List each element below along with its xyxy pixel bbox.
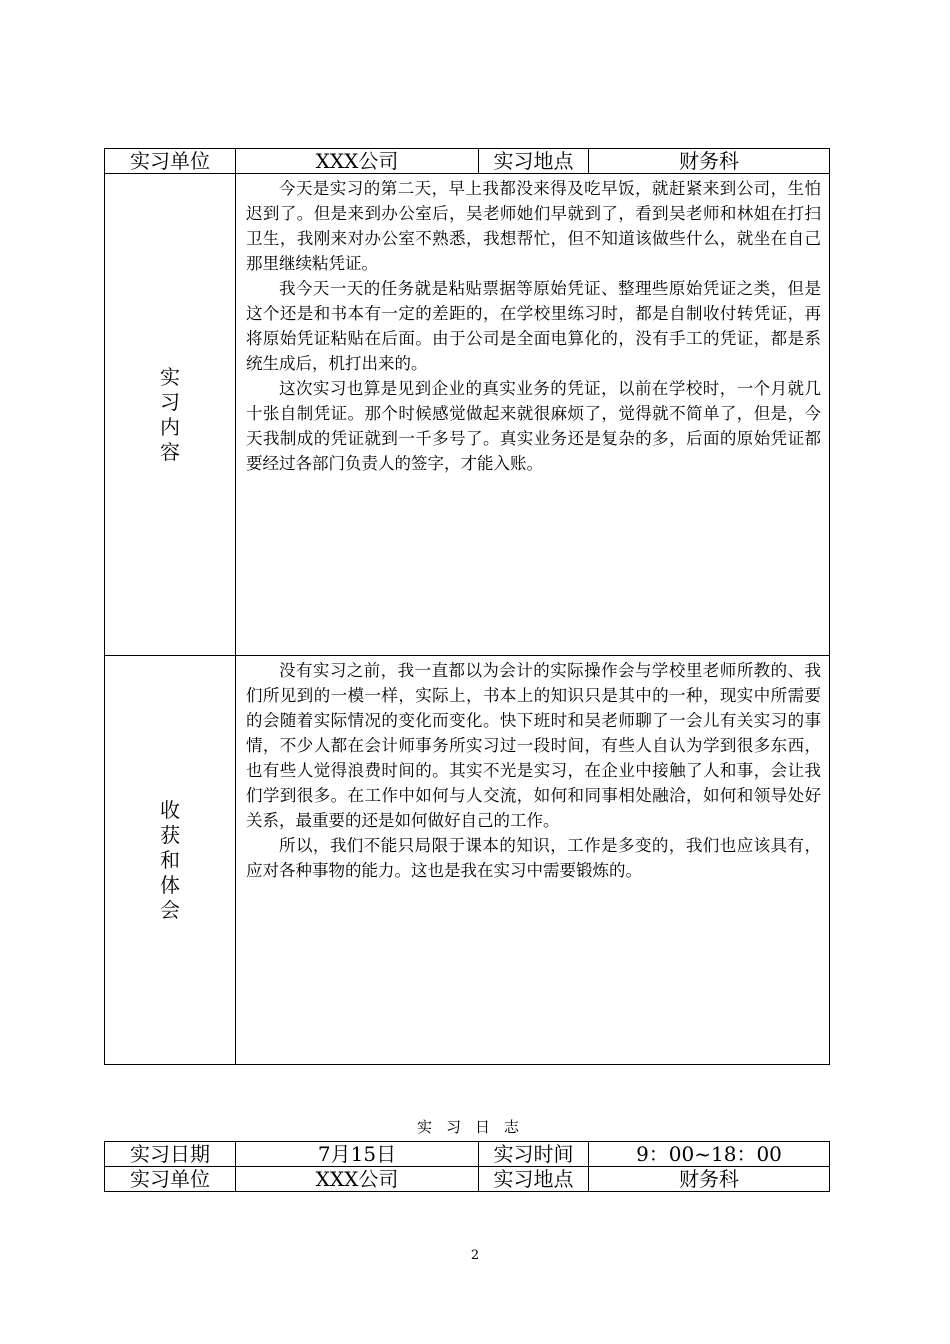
- reflection-paragraph: 没有实习之前，我一直都以为会计的实际操作会与学校里老师所教的、我们所见到的一模一样，实际上，书本上的知识只是其中的一种，现实中所需要的会随着实际情况的变化而变化。快下班时和吴老师聊了一会儿有关实习的事情，不少人都在会计师事务所实习过一段时间，有些人自认为学到很多东西，也有些人觉得浪费时间的。其实不光是实习，在企业中接触了人和事，会让我们学到很多。在工作中如何与人交流，如何和同事相处融洽，如何和领导处好关系，最重要的还是如何做好自己的工作。: [246, 661, 821, 830]
- content-label: 实 习 内 容: [105, 174, 236, 656]
- unit-location-row: [105, 1167, 830, 1192]
- unit-value: XXX公司: [236, 1167, 479, 1192]
- location-value: 财务科: [589, 1167, 830, 1192]
- reflection-paragraph: 所以，我们不能只局限于课本的知识，工作是多变的，我们也应该具有，应对各种事物的能力。这也是我在实习中需要锻炼的。: [246, 836, 821, 880]
- time-label: 实习时间: [479, 1142, 589, 1167]
- content-paragraph: 这次实习也算是见到企业的真实业务的凭证，以前在学校时，一个月就几十张自制凭证。那个时候感觉做起来就很麻烦了，觉得就不简单了，但是，今天我制成的凭证就到一千多号了。真实业务还是复杂的多，后面的原始凭证都要经过各部门负责人的签字，才能入账。: [246, 379, 821, 473]
- unit-location-row: [105, 149, 830, 174]
- log-caption: 实习日志: [416, 1118, 533, 1136]
- content-paragraph: 我今天一天的任务就是粘贴票据等原始凭证、整理些原始凭证之类，但是这个还是和书本有一定的差距的，在学校里练习时，都是自制收付转凭证，再将原始凭证粘贴在后面。由于公司是全面电算化的，没有手工的凭证，都是系统生成后，机打出来的。: [246, 279, 821, 373]
- log-table-top: [104, 148, 830, 1065]
- date-time-row: [105, 1142, 830, 1167]
- location-label: 实习地点: [479, 149, 589, 174]
- unit-label: 实习单位: [105, 149, 236, 174]
- unit-label: 实习单位: [105, 1167, 236, 1192]
- reflection-row: [105, 656, 830, 1065]
- date-label: 实习日期: [105, 1142, 236, 1167]
- reflection-body: [236, 656, 830, 1065]
- location-label: 实习地点: [479, 1167, 589, 1192]
- location-value: 财务科: [589, 149, 830, 174]
- unit-value: XXX公司: [236, 149, 479, 174]
- log-table-bottom: [104, 1141, 830, 1192]
- page-number: 2: [470, 1248, 480, 1263]
- reflection-label: 收 获 和 体 会: [105, 656, 236, 1065]
- content-body: [236, 174, 830, 656]
- content-row: [105, 174, 830, 656]
- date-value: 7月15日: [236, 1142, 479, 1167]
- content-paragraph: 今天是实习的第二天，早上我都没来得及吃早饭，就赶紧来到公司，生怕迟到了。但是来到办公室后，吴老师她们早就到了，看到吴老师和林姐在打扫卫生，我刚来对办公室不熟悉，我想帮忙，但不知道该做些什么，就坐在自己那里继续粘凭证。: [246, 179, 821, 273]
- time-value: 9：00~18：00: [589, 1142, 830, 1167]
